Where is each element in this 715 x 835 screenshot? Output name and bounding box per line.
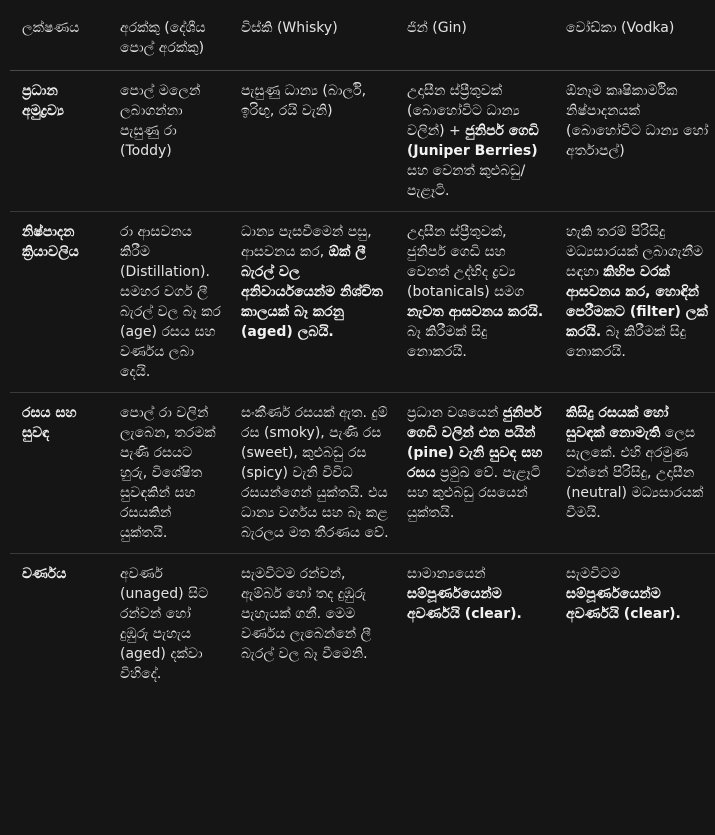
header-characteristic: ලක්ෂණය (10, 8, 108, 71)
text-segment: රා ආසවනය කිරීම (Distillation). සමහර වර්ග ලී බැරල් වල බෑ කර (age) රසය සහ වර්ණය ලබා දෙයි. (120, 224, 221, 380)
text-segment: සැමවිටම රන්වන්, ඇම්බර් හෝ තද දුඹුරු පැහැයක් ගනී. මෙම වර්ණය ලැබෙන්නේ ලී බැරල් වල බෑ වීමෙනි. (241, 566, 372, 662)
bold-text-segment: ජුනිපර් ගෙඩි (Juniper Berries) (407, 123, 539, 159)
bold-text-segment: ඕක් ලී බැරල් වල අනිවාර්යයෙන්ම නිශ්චිත කාලයක් බෑ කරනු (aged) ලබයි. (241, 244, 383, 340)
text-segment: පොල් රා වලින් ලැබෙන, තරමක් පැණි රසයට හුරු, විශේෂිත සුවඳකින් සහ රසයකින් යුක්තයි. (120, 405, 216, 541)
cell-gin (395, 71, 554, 212)
text-segment: අවර්ණ (unaged) සිට රන්වන් හෝ දුඹුරු පැහැය (aged) දක්වා විහිදේ. (120, 566, 209, 682)
header-vodka: වෝඩ්කා (Vodka) (554, 8, 715, 71)
row-label: නිෂ්පාදන ක්‍රියාවලිය (10, 212, 108, 393)
cell-arrack (108, 393, 229, 554)
text-segment: සහ වෙනත් කුළුබඩු/පැළෑටි. (407, 163, 526, 199)
text-segment: සංකීර්ණ රසයක් ඇත. දුම් රස (smoky), පැණි රස (sweet), කුළුබඩු රස (spicy) වැනි විවිධ රසයන්ගෙන් යුක්තයි. එය ධාන්‍ය වර්ගය සහ බෑ කළ බැරලය මත තීරණය වේ. (241, 405, 389, 541)
cell-whisky (229, 71, 395, 212)
text-segment: ධාන්‍ය පැසවීමෙන් පසු, ආසවනය කර, (241, 224, 372, 260)
cell-vodka (554, 554, 715, 695)
header-gin: ජින් (Gin) (395, 8, 554, 71)
bold-text-segment: කිහිප වරක් ආසවනය කර, හොඳින් පෙරීමකට (filter) ලක් කරයි. (566, 264, 708, 340)
cell-arrack (108, 554, 229, 695)
table-row (10, 393, 715, 554)
text-segment: සැමවිටම (566, 566, 621, 582)
cell-gin (395, 393, 554, 554)
table-header-row (10, 8, 715, 71)
bold-text-segment: නැවත ආසවනය කරයි. (407, 304, 544, 320)
text-segment: බෑ කිරීමක් සිදු නොකරයි. (566, 324, 687, 360)
bold-text-segment: සම්පූර්ණයෙන්ම අවර්ණයි (clear). (566, 586, 681, 622)
text-segment: බෑ කිරීමක් සිදු නොකරයි. (407, 324, 488, 360)
row-label: ප්‍රධාන අමුද්‍රව්‍ය (10, 71, 108, 212)
text-segment: පොල් මලෙන් ලබාගන්නා පැසුණු රා (Toddy) (120, 83, 201, 159)
bold-text-segment: කිසිදු රසයක් හෝ සුවඳක් නොමැති (566, 405, 669, 441)
text-segment: පැසුණු ධාන්‍ය (බාර්ලි, ඉරිඟු, රයි වැනි) (241, 83, 367, 119)
bold-text-segment: සම්පූර්ණයෙන්ම අවර්ණයි (clear). (407, 586, 522, 622)
row-label: වර්ණය (22, 566, 67, 582)
cell-gin (395, 212, 554, 393)
cell-whisky (229, 212, 395, 393)
table-row (10, 71, 715, 212)
cell-arrack (108, 212, 229, 393)
row-label: රසය සහ සුවඳ (10, 393, 108, 554)
cell-vodka (554, 71, 715, 212)
table-row (10, 554, 715, 695)
text-segment: ප්‍රධාන වශයෙන් (407, 405, 503, 421)
cell-arrack (108, 71, 229, 212)
text-segment: ඕනෑම කෘෂිකාර්මික නිෂ්පාදනයක් (බොහෝවිට ධාන්‍ය හෝ අර්තාපල්) (566, 83, 709, 159)
text-segment: හැකි තරම් පිරිසිදු මධ්‍යසාරයක් ලබාගැනීම සඳහා (566, 224, 704, 280)
cell-gin (395, 554, 554, 695)
text-segment: ලෙස සැලකේ. එහි අරමුණ වන්නේ පිරිසිදු, උදාසීන (neutral) මධ්‍යසාරයක් වීමයි. (566, 425, 704, 521)
header-whisky: විස්කි (Whisky) (229, 8, 395, 71)
text-segment: ප්‍රමුඛ වේ. පැළෑටි සහ කුළුබඩු රසයෙන් යුක්තයි. (407, 465, 541, 521)
header-arrack: අරක්කු (දේශීය පොල් අරක්කු) (108, 8, 229, 71)
cell-vodka (554, 393, 715, 554)
cell-whisky (229, 554, 395, 695)
text-segment: සාමාන්‍යයෙන් (407, 566, 486, 582)
text-segment: උදාසීන ස්ප්‍රීතුවක් (බොහෝවිට ධාන්‍ය වලින්) + (407, 83, 520, 139)
text-segment: උදාසීන ස්ප්‍රීතුවක්, ජුනිපර් ගෙඩි සහ වෙනත් උද්භිද ද්‍රව්‍ය (botanicals) සමග (407, 224, 525, 300)
spirits-comparison-table (10, 8, 715, 694)
cell-whisky (229, 393, 395, 554)
bold-text-segment: ජුනිපර් ගෙඩි වලින් එන පයින් (pine) වැනි සුවඳ සහ රසය (407, 405, 543, 481)
table-row (10, 212, 715, 393)
cell-vodka (554, 212, 715, 393)
